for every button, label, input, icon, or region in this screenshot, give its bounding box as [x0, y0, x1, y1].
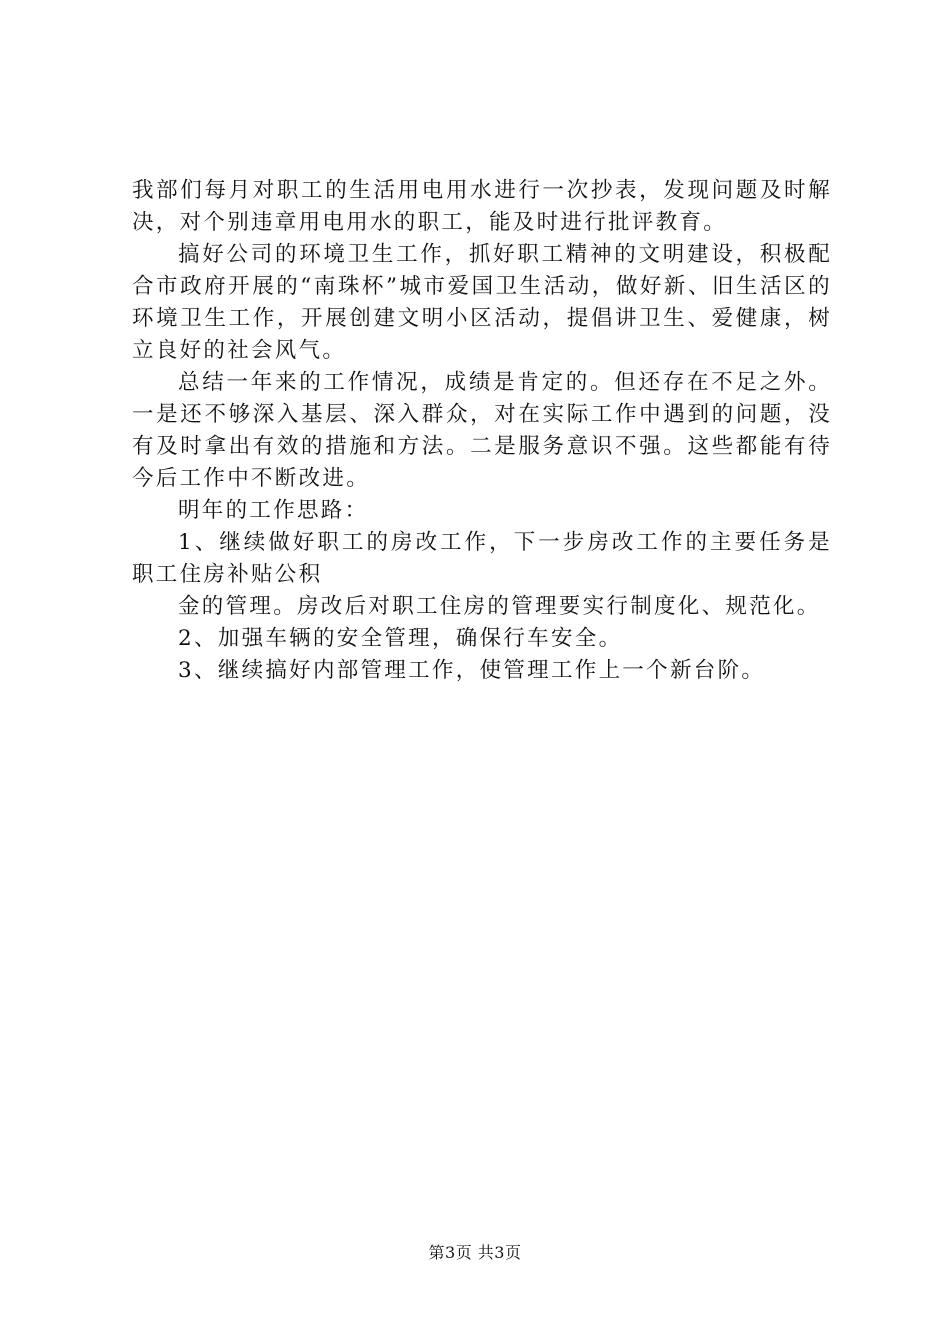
list-item-2: 2、加强车辆的安全管理，确保行车安全。: [178, 626, 623, 651]
paragraph-utilities: 我部们每月对职工的生活用电用水进行一次抄表，发现问题及时解决，对个别违章用电用水的职工，能及时进行批评教育。: [132, 178, 832, 235]
list-item-1: 1、继续做好职工的房改工作，下一步房改工作的主要任务是职工住房补贴公积: [132, 530, 832, 587]
paragraph-next-year-heading: 明年的工作思路：: [178, 498, 369, 523]
paragraph-summary: 总结一年来的工作情况，成绩是肯定的。但还存在不足之外。一是还不够深入基层、深入群众，对在实际工作中遇到的问题，没有及时拿出有效的措施和方法。二是服务意识不强。这些都能有待今后工作中不断改进。: [132, 370, 832, 491]
paragraph-sanitation: 搞好公司的环境卫生工作，抓好职工精神的文明建设，积极配合市政府开展的“南珠杯”城市爱国卫生活动，做好新、旧生活区的环境卫生工作，开展创建文明小区活动，提倡讲卫生、爱健康，树立良好的社会风气。: [132, 242, 832, 363]
document-body: [132, 175, 832, 687]
page-number-footer: 第3页 共3页: [428, 1243, 522, 1262]
list-item-1-continued: 金的管理。房改后对职工住房的管理要实行制度化、规范化。: [178, 594, 821, 619]
list-item-3: 3、继续搞好内部管理工作，使管理工作上一个新台阶。: [178, 658, 766, 683]
